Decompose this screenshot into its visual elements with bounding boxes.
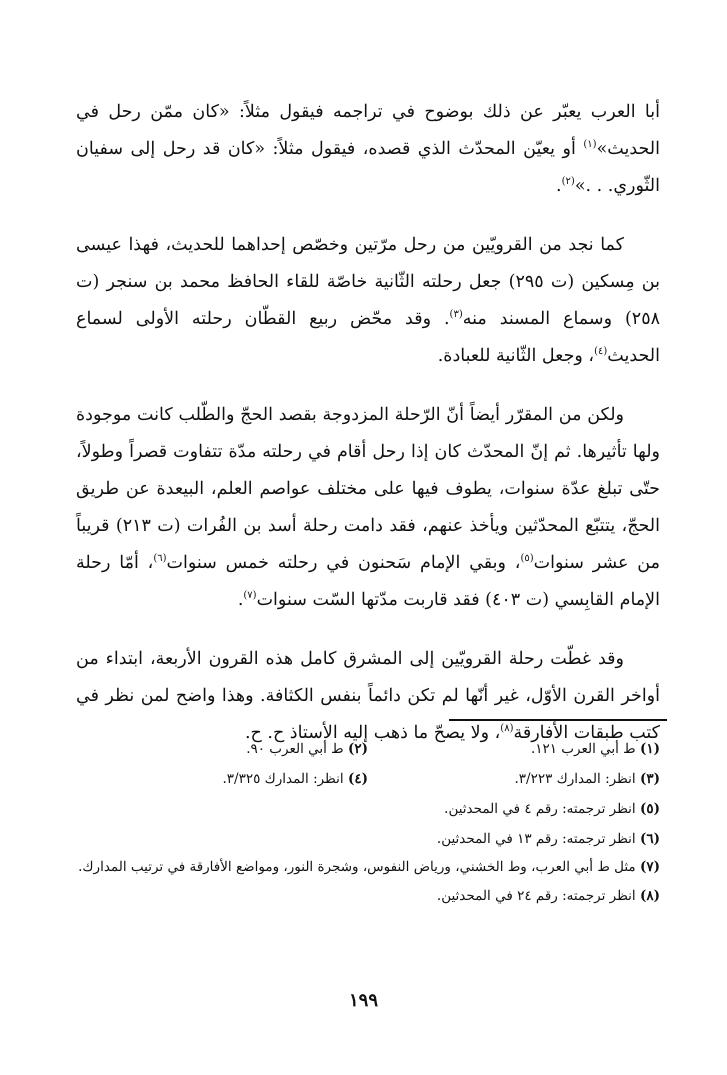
footnote-row xyxy=(76,734,660,764)
paragraph-text: ، ولا يصحّ ما ذهب إليه الأستاذ ح. ح. xyxy=(244,723,501,743)
paragraph-text: ، وجعل الثّانية للعبادة. xyxy=(437,346,595,366)
paragraph-text: . xyxy=(237,590,244,610)
paragraph-text: . وقد محّض ربيع القطّان رحلته الأولى لسماع الحديث xyxy=(76,309,660,366)
footnote-row xyxy=(76,764,660,794)
footnote-reference[interactable]: (٧) xyxy=(243,590,257,602)
footnote-reference[interactable]: (٤) xyxy=(594,346,608,358)
footnote-number: (٣) xyxy=(639,771,660,787)
footnote-number: (١) xyxy=(639,741,660,757)
footnote-separator xyxy=(449,719,667,721)
paragraph-text: ، وبقي الإمام سَحنون في رحلته خمس سنوات xyxy=(166,553,521,573)
footnote-7 xyxy=(76,854,660,881)
footnote-number: (٦) xyxy=(639,831,660,847)
footnote-5 xyxy=(76,794,660,824)
footnote-2 xyxy=(76,741,368,757)
footnote-reference[interactable]: (١) xyxy=(583,139,597,151)
paragraph-text: . xyxy=(556,176,562,196)
footnote-number: (٥) xyxy=(639,801,660,817)
footnote-number: (٧) xyxy=(639,859,660,875)
footnote-reference[interactable]: (٨) xyxy=(500,723,514,735)
footnote-reference[interactable]: (٣) xyxy=(449,309,463,321)
paragraph-text: ، أمّا رحلة الإمام القابِسي (ت ٤٠٣) فقد قاربت مدّتها السّت سنوات xyxy=(76,553,660,610)
paragraph xyxy=(76,94,660,205)
paragraph xyxy=(76,227,660,375)
footnote-6 xyxy=(76,824,660,854)
footnote-text: انظر ترجمته: رقم ٤ في المحدثين. xyxy=(444,801,636,817)
footnote-text: انظر ترجمته: رقم ٢٤ في المحدثين. xyxy=(436,888,636,904)
footnote-reference[interactable]: (٦) xyxy=(153,553,167,565)
footnote-8 xyxy=(76,881,660,911)
footnote-reference[interactable]: (٢) xyxy=(561,176,575,188)
footnote-3 xyxy=(368,771,660,787)
footnote-4 xyxy=(76,771,368,787)
footnote-number: (٢) xyxy=(347,741,368,757)
page-number: ١٩٩ xyxy=(348,990,378,1011)
footnote-text: انظر: المدارك ٣/٢٢٣. xyxy=(514,771,636,787)
footnote-number: (٤) xyxy=(347,771,368,787)
footnote-text: ط أبي العرب ١٢١. xyxy=(530,741,636,757)
footnote-text: انظر: المدارك ٣/٣٢٥. xyxy=(222,771,344,787)
main-text xyxy=(76,94,660,774)
paragraph-text: ولكن من المقرّر أيضاً أنّ الرّحلة المزدوجة بقصد الحجّ والطّلب كانت موجودة ولها تأثيرها. ثم إنّ المحدّث كان إذا رحل أقام في رحلته مدّة تتفاوت قصراً وطولاً، حتّى تبلغ عدّة سنوات، يطوف فيها على مختلف عواصم العلم، البيعدة عن طريق الحجّ، يتتبّع المحدّثين ويأخذ عنهم، فقد دامت رحلة أسد بن الفُرات (ت ٢١٣) قريباً من عشر سنوات xyxy=(76,405,660,573)
footnote-number: (٨) xyxy=(639,888,660,904)
footnote-text: ط أبي العرب ٩٠. xyxy=(246,741,344,757)
footnotes xyxy=(76,734,660,911)
paragraph-text: كما نجد من القرويّين من رحل مرّتين وخصّص إحداهما للحديث، فهذا عيسى بن مِسكين (ت ٢٩٥) جعل رحلته الثّانية خاصّة للقاء الحافظ محمد بن سنجر (ت ٢٥٨) وسماع المسند منه xyxy=(76,235,660,329)
paragraph-text: أو يعيّن المحدّث الذي قصده، فيقول مثلاً: «كان قد رحل إلى سفيان الثّوري. . .» xyxy=(76,139,660,196)
paragraph-text: وقد غطّت رحلة القرويّين إلى المشرق كامل هذه القرون الأربعة، ابتداء من أواخر القرن الأوّل، غير أنّها لم تكن دائماً بنفس الكثافة. وهذا واضح لمن نظر في كتب طبقات الأفارقة xyxy=(76,649,660,743)
paragraph xyxy=(76,397,660,619)
paragraph-text: أبا العرب يعبّر عن ذلك بوضوح في تراجمه فيقول مثلاً: «كان ممّن رحل في الحديث» xyxy=(76,102,660,159)
footnote-text: انظر ترجمته: رقم ١٣ في المحدثين. xyxy=(436,831,636,847)
footnote-text: مثل ط أبي العرب، وط الخشني، ورياض النفوس، وشجرة النور، ومواضع الأفارقة في ترتيب المدارك. xyxy=(78,859,636,875)
footnote-1 xyxy=(368,741,660,757)
footnote-reference[interactable]: (٥) xyxy=(520,553,534,565)
